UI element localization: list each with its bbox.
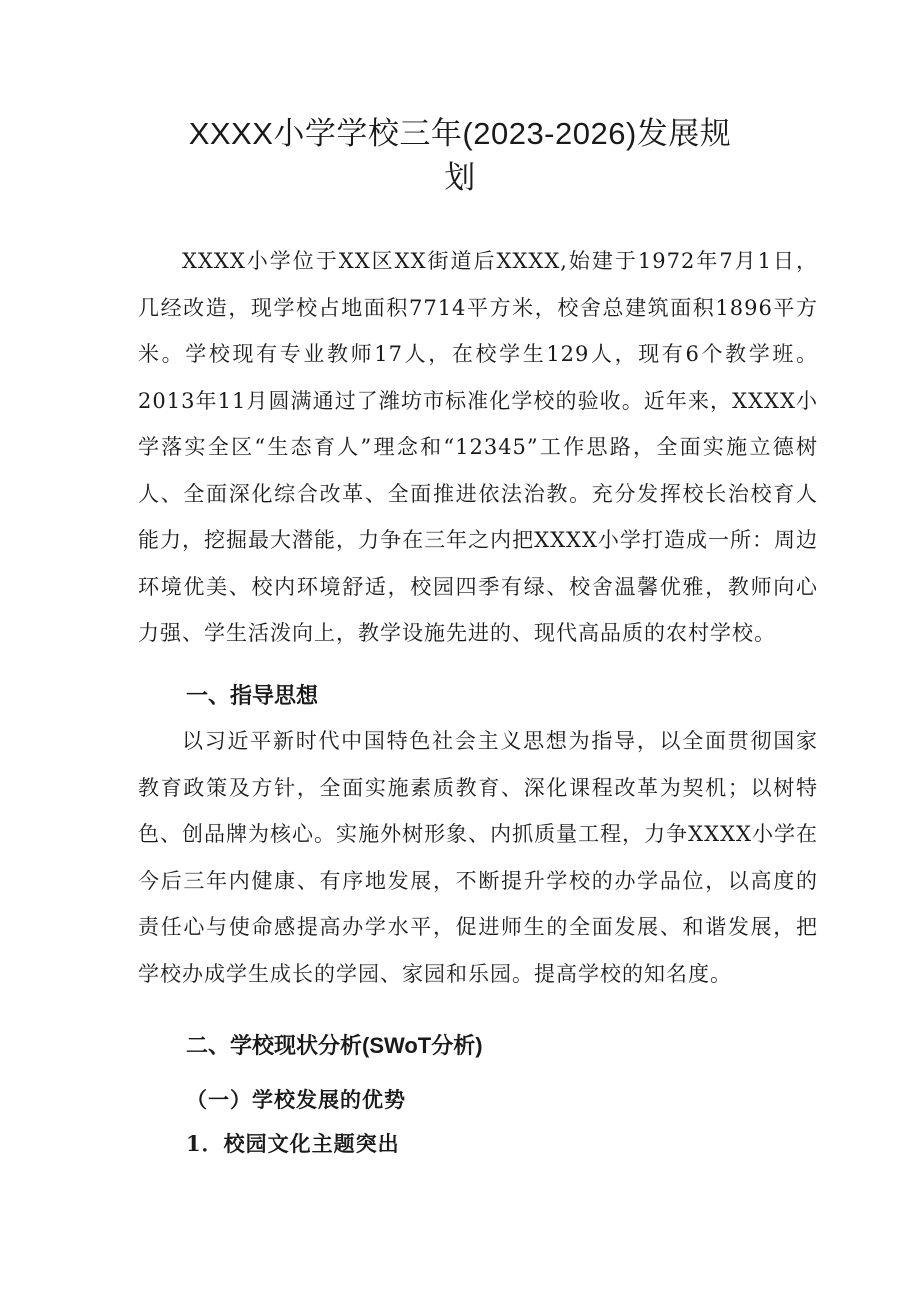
section-heading-status-analysis: 二、学校现状分析(SWoT分析) bbox=[186, 1033, 483, 1058]
document-title-line-2: 划 bbox=[444, 160, 476, 195]
item-heading-campus-culture: 1．校园文化主题突出 bbox=[186, 1131, 400, 1156]
intro-paragraph: XXXX小学位于XX区XX街道后XXXX,始建于1972年7月1日，几经改造，现学校占地面积7714平方米，校舍总建筑面积1896平方米。学校现有专业教师17人，在校学生129人，现有6个教学班。2013年11月圆满通过了潍坊市标准化学校的验收。近年来，XXXX小学落实全区“生态育人”理念和“12345”工作思路，全面实施立德树人、全面深化综合改革、全面推进依法治教。充分发挥校长治校育人能力，挖掘最大潜能，力争在三年之内把XXXX小学打造成一所：周边环境优美、校内环境舒适，校园四季有绿、校舍温馨优雅，教师向心力强、学生活泼向上，教学设施先进的、现代高品质的农村学校。 bbox=[138, 249, 818, 645]
document-title-line-1: XXXX小学学校三年(2023-2026)发展规 bbox=[188, 116, 732, 151]
section-heading-guiding-ideology: 一、指导思想 bbox=[186, 683, 319, 708]
guiding-ideology-paragraph: 以习近平新时代中国特色社会主义思想为指导，以全面贯彻国家教育政策及方针，全面实施素质教育、深化课程改革为契机；以树特色、创品牌为核心。实施外树形象、内抓质量工程，力争XXXX小学在今后三年内健康、有序地发展，不断提升学校的办学品位，以高度的责任心与使命感提高办学水平，促进师生的全面发展、和谐发展，把学校办成学生成长的学园、家园和乐园。提高学校的知名度。 bbox=[138, 729, 818, 986]
subsection-heading-advantages: （一）学校发展的优势 bbox=[186, 1087, 406, 1112]
